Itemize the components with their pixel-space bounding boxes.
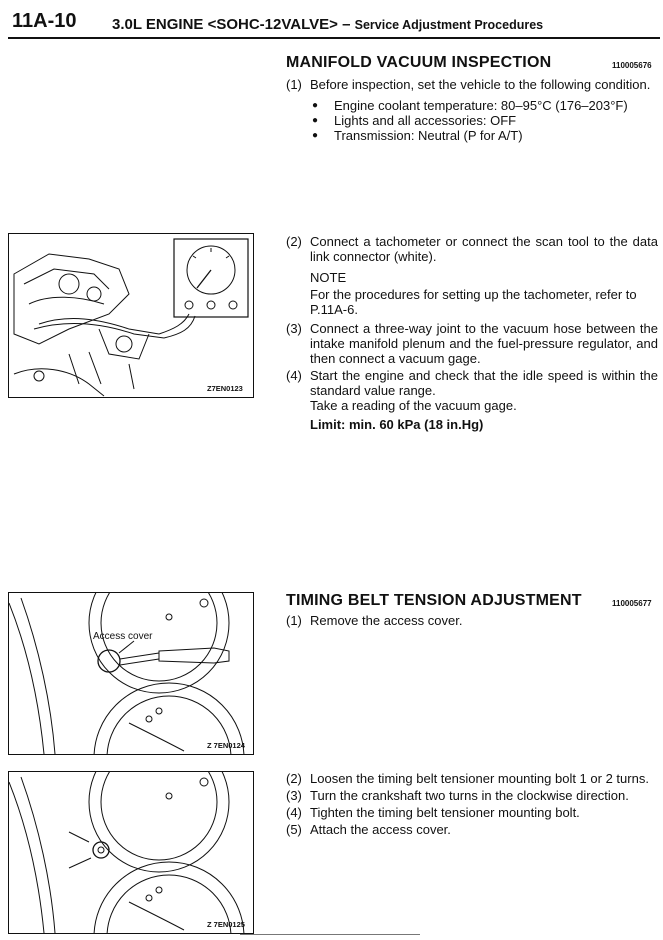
note-label: NOTE	[310, 270, 347, 285]
step-number: (4)	[286, 805, 302, 820]
section2-step1	[286, 613, 658, 630]
engine-gage-drawing	[9, 234, 253, 397]
step-text: Attach the access cover.	[310, 822, 451, 837]
step-text: Remove the access cover.	[310, 613, 463, 628]
page-number: 11A-10	[12, 10, 77, 32]
header-rule	[8, 37, 660, 39]
figure-label: Z 7EN0125	[207, 920, 245, 929]
section-title-manifold-vacuum: MANIFOLD VACUUM INSPECTION	[286, 54, 552, 71]
list-item: ● Transmission: Neutral (P for A/T)	[310, 128, 658, 143]
step-text: Take a reading of the vacuum gage.	[310, 398, 517, 413]
step-3	[286, 321, 658, 366]
step-3	[286, 788, 658, 803]
step-5	[286, 822, 658, 837]
limit-value: Limit: min. 60 kPa (18 in.Hg)	[310, 417, 484, 432]
header-dash: –	[342, 16, 351, 33]
step-text: Start the engine and check that the idle speed is within the standard value range.	[310, 368, 658, 398]
condition-list	[310, 98, 658, 143]
figure-tensioner	[8, 771, 254, 934]
step-text: Turn the crankshaft two turns in the clockwise direction.	[310, 788, 629, 803]
step-number: (2)	[286, 234, 302, 249]
figure-label: Z 7EN0124	[207, 741, 245, 750]
section-title-timing-belt: TIMING BELT TENSION ADJUSTMENT	[286, 592, 582, 609]
step-1	[286, 613, 658, 628]
step-number: (3)	[286, 788, 302, 803]
list-item: ● Engine coolant temperature: 80–95°C (176–203°F)	[310, 98, 658, 113]
bottom-rule	[240, 934, 420, 935]
step-4	[286, 805, 658, 820]
step-text: Connect a three-way joint to the vacuum hose between the intake manifold plenum and the fuel-pressure regulator, and then connect a vacuum gage.	[310, 321, 658, 366]
access-cover-callout: Access cover	[93, 631, 153, 642]
step-number: (5)	[286, 822, 302, 837]
step-number: (3)	[286, 321, 302, 336]
step-text: Loosen the timing belt tensioner mounting bolt 1 or 2 turns.	[310, 771, 649, 786]
step-number: (4)	[286, 368, 302, 383]
step-text: Tighten the timing belt tensioner mounting bolt.	[310, 805, 580, 820]
step-2	[286, 771, 658, 786]
page-header	[8, 8, 658, 38]
step-number: (2)	[286, 771, 302, 786]
section1-steps	[286, 234, 658, 432]
section2-steps	[286, 771, 658, 839]
timing-cover-drawing	[9, 593, 253, 754]
tensioner-drawing	[9, 772, 253, 933]
figure-access-cover	[8, 592, 254, 755]
section-code-2: 110005677	[612, 599, 652, 608]
step-4	[286, 368, 658, 413]
step-2	[286, 234, 658, 264]
step-text: Connect a tachometer or connect the scan tool to the data link connector (white).	[310, 234, 658, 264]
step-number: (1)	[286, 77, 302, 92]
figure-vacuum-gage	[8, 233, 254, 398]
section-code-1: 110005676	[612, 61, 652, 70]
note	[286, 270, 658, 317]
engine-title: 3.0L ENGINE <SOHC-12VALVE>	[112, 16, 338, 33]
figure-label: Z7EN0123	[207, 384, 243, 393]
header-subtitle: Service Adjustment Procedures	[354, 18, 544, 32]
step-text: Before inspection, set the vehicle to the following condition.	[310, 77, 651, 92]
section1-intro	[286, 77, 658, 143]
step-1	[286, 77, 658, 92]
header-title	[112, 16, 543, 33]
note-text: For the procedures for setting up the tachometer, refer to P.11A-6.	[310, 287, 637, 317]
step-number: (1)	[286, 613, 302, 628]
list-item: ● Lights and all accessories: OFF	[310, 113, 658, 128]
